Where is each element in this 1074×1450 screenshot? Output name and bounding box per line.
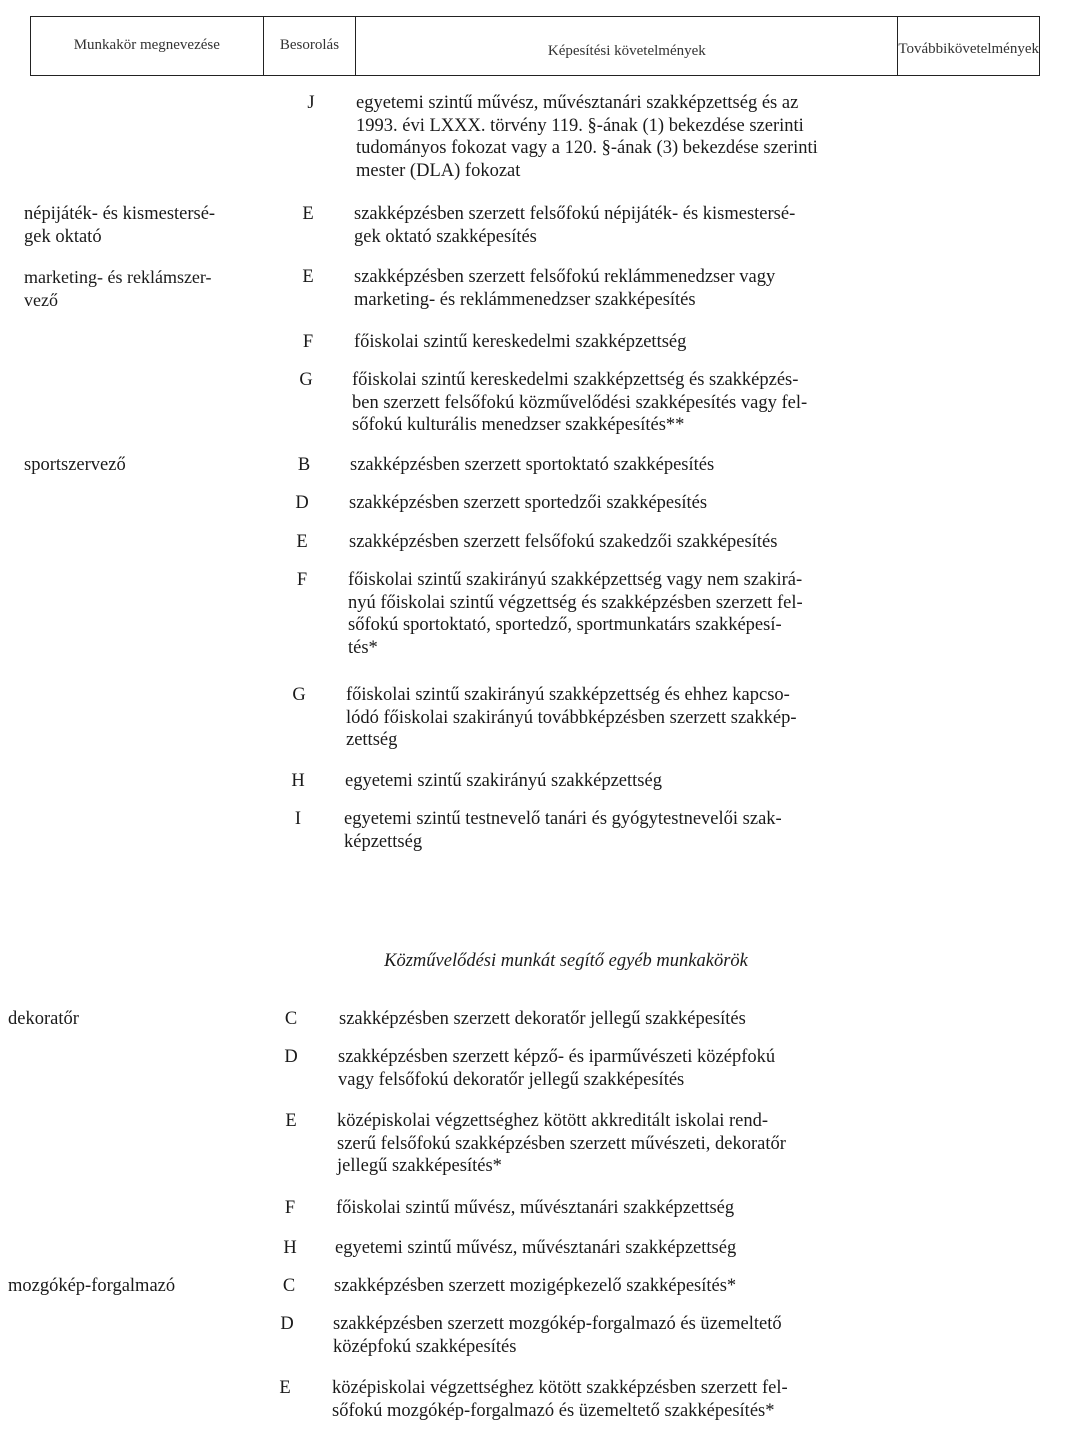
qualification-requirement-line: egyetemi szintű művész, művésztanári szakképzettség és az [356, 93, 799, 113]
qualification-requirement-line: vagy felsőfokú dekoratőr jellegű szakképesítés [338, 1069, 685, 1090]
qualification-requirement-line: nyú főiskolai szintű végzettség és szakképzésben szerzett fel- [348, 592, 803, 613]
classification-grade: H [283, 1238, 297, 1258]
header-job-title: Munkakör megnevezése [31, 17, 264, 75]
header-classification: Besorolás [264, 17, 357, 75]
classification-grade: G [299, 370, 313, 390]
qualification-requirement-line: zettség [346, 730, 398, 750]
classification-grade: E [296, 532, 308, 552]
qualification-requirement-line: sőfokú kulturális menedzser szakképesítés** [352, 415, 685, 435]
classification-grade: H [291, 771, 305, 791]
qualification-requirement-line: mester (DLA) fokozat [356, 160, 521, 181]
header-additional-line-1: További [898, 41, 948, 58]
qualification-requirement-line: főiskolai szintű szakirányú szakképzettség vagy nem szakirá- [348, 570, 803, 590]
qualification-requirement-line: szakképzésben szerzett felsőfokú reklámmenedzser vagy [354, 267, 776, 287]
qualification-requirement-line: sőfokú mozgókép-forgalmazó és üzemeltető szakképesítés* [332, 1400, 775, 1421]
header-additional-requirements [898, 17, 1039, 75]
classification-grade: F [284, 1198, 296, 1218]
qualification-requirement-line: egyetemi szintű szakirányú szakképzettség [345, 771, 662, 791]
qualification-requirement-line: szakképzésben szerzett felsőfokú szakedzői szakképesítés [349, 532, 778, 552]
classification-grade: E [285, 1111, 297, 1131]
classification-grade: D [280, 1314, 294, 1334]
classification-grade: D [284, 1047, 298, 1067]
qualification-requirement-line: egyetemi szintű művész, művésztanári szakképzettség [335, 1238, 737, 1258]
qualification-requirement-line: sőfokú sportoktató, sportedző, sportmunkatárs szakképesí- [348, 615, 782, 635]
qualification-requirement-line: lódó főiskolai szakirányú továbbképzésben szerzett szakkép- [346, 707, 797, 728]
classification-grade: E [302, 267, 314, 287]
qualification-requirement-line: képzettség [344, 831, 423, 852]
classification-grade: I [294, 809, 302, 829]
header-qualification-requirements: Képesítési követelmények [356, 17, 898, 75]
classification-grade: C [284, 1009, 298, 1029]
qualification-requirement-line: középiskolai végzettséghez kötött szakképzésben szerzett fel- [332, 1378, 788, 1398]
qualification-requirement-line: szakképzésben szerzett dekoratőr jellegű szakképesítés [339, 1009, 746, 1029]
job-title: vező [24, 289, 58, 310]
header-additional-line-2: követelmények [947, 41, 1039, 58]
classification-grade: F [302, 332, 314, 352]
qualification-requirement-line: középfokú szakképesítés [333, 1336, 517, 1357]
qualification-requirement-line: tés* [348, 637, 378, 658]
qualification-requirement-line: egyetemi szintű testnevelő tanári és gyógytestnevelői szak- [344, 809, 782, 829]
job-title: dekoratőr [8, 1009, 79, 1029]
qualification-requirement-line: főiskolai szintű szakirányú szakképzettség és ehhez kapcso- [346, 685, 790, 705]
classification-grade: J [307, 93, 315, 113]
qualification-requirement-line: szakképzésben szerzett képző- és iparművészeti középfokú [338, 1047, 776, 1067]
qualification-requirement-line: szerű felsőfokú szakképzésben szerzett művészeti, dekoratőr [337, 1133, 786, 1154]
qualification-requirement-line: 1993. évi LXXX. törvény 119. §-ának (1) bekezdése szerinti [356, 115, 804, 136]
section-title: Közművelődési munkát segítő egyéb munkakörök [384, 951, 748, 971]
table-header [30, 16, 1040, 76]
job-title: gek oktató [24, 226, 102, 247]
classification-grade: F [296, 570, 308, 590]
qualification-requirement-line: szakképzésben szerzett mozigépkezelő szakképesítés* [334, 1276, 737, 1296]
qualification-requirement-line: főiskolai szintű művész, művésztanári szakképzettség [336, 1198, 735, 1218]
qualification-requirement-line: ben szerzett felsőfokú közművelődési szakképesítés vagy fel- [352, 392, 808, 413]
qualification-requirement-line: szakképzésben szerzett sportedzői szakképesítés [349, 493, 708, 513]
qualification-requirement-line: szakképzésben szerzett felsőfokú népijáték- és kismestersé- [354, 204, 796, 224]
qualification-requirement-line: marketing- és reklámmenedzser szakképesítés [354, 289, 696, 310]
qualification-requirement-line: középiskolai végzettséghez kötött akkreditált iskolai rend- [337, 1111, 769, 1131]
qualification-requirement-line: tudományos fokozat vagy a 120. §-ának (3) bekezdése szerinti [356, 138, 818, 158]
job-title: sportszervező [24, 455, 126, 475]
classification-grade: C [282, 1276, 296, 1296]
classification-grade: E [279, 1378, 291, 1398]
qualification-requirement-line: szakképzésben szerzett sportoktató szakképesítés [350, 455, 715, 475]
qualification-requirement-line: főiskolai szintű kereskedelmi szakképzettség [354, 332, 687, 352]
classification-grade: G [292, 685, 306, 705]
job-title: népijáték- és kismestersé- [24, 204, 216, 224]
qualification-requirement-line: gek oktató szakképesítés [354, 226, 537, 247]
classification-grade: B [297, 455, 311, 475]
job-title: marketing- és reklámszer- [24, 267, 212, 287]
classification-grade: D [295, 493, 309, 513]
classification-grade: E [302, 204, 314, 224]
job-title: mozgókép-forgalmazó [8, 1276, 176, 1296]
qualification-requirement-line: főiskolai szintű kereskedelmi szakképzettség és szakképzés- [352, 370, 799, 390]
qualification-requirement-line: szakképzésben szerzett mozgókép-forgalmazó és üzemeltető [333, 1314, 782, 1334]
qualification-requirement-line: jellegű szakképesítés* [337, 1156, 502, 1176]
